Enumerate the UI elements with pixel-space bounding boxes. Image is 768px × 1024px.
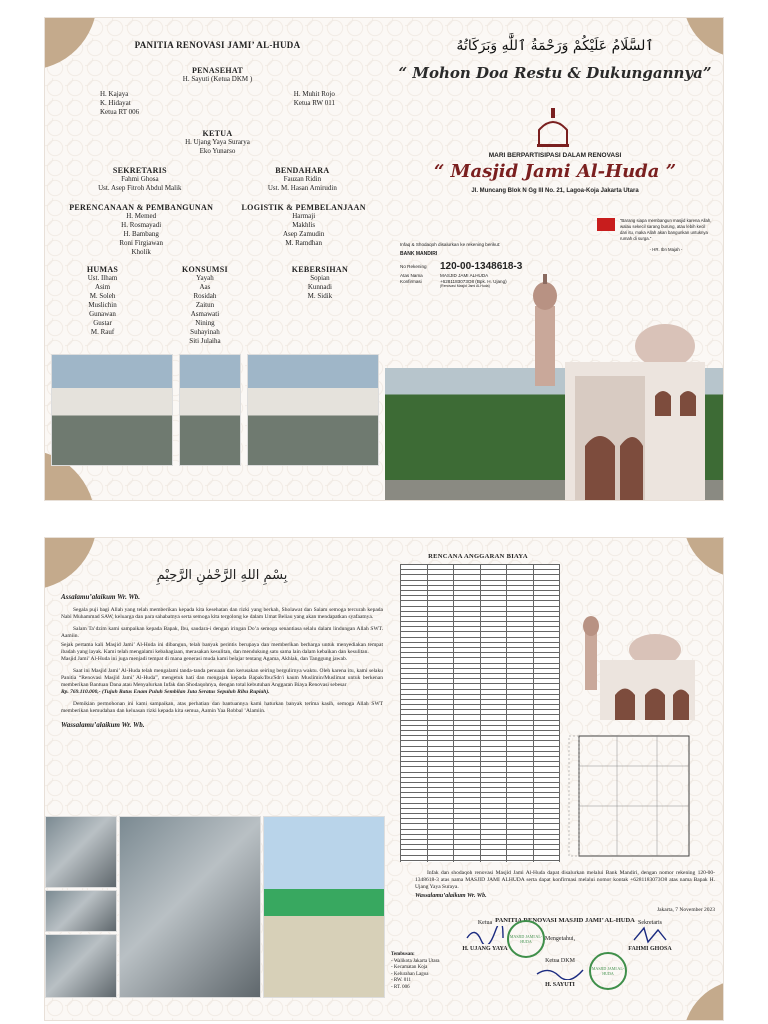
hadith-text: “Barang siapa membangun masjid karena Allah, walau sekecil sarang burung, atau lebih kecil dari itu, maka Allah akan bangunkan untuknya rumah di surga.” [620, 218, 712, 241]
member-name: Ketua RT 006 [100, 108, 140, 116]
member-name: Zaitun [195, 301, 215, 309]
dkm-stamp: MASJID JAMI AL-HUDA [589, 952, 627, 990]
penasehat-members [55, 84, 380, 117]
penasehat-right-list [294, 90, 335, 117]
tembusan-block [391, 952, 461, 991]
letter-paragraph: Salam Ta’dzim kami sampaikan kepada Bapak, Ibu, saudara-i dengan iringan Do’a semoga senantiasa selalu dalam lindungan Allah SWT. Aamiin. [61, 626, 383, 639]
ketua-signature-block [455, 920, 515, 952]
member-name: Sopian [310, 274, 330, 282]
cover-headline: “ Mohon Doa Restu & Dukungannya” [398, 64, 712, 82]
ketua-name: H. UJANG YAYA [462, 946, 508, 952]
kebersihan-group [292, 265, 348, 346]
cover-header [390, 38, 720, 82]
ketua-dkm-label: Ketua DKM [545, 958, 575, 964]
letter-paragraph: Saat ini Masjid Jami’ Al-Huda telah mengalami tanda-tanda penuaan dan kerusakan seiring bergulirnya waktu. Oleh karena itu, kami selaku Panitia “Renovasi Masjid Jami’ Al-Huda”, mengetuk hati dan mengajak kepada Bapak/Ibu/Sdr/i kaum Muslimin/Muslimat untuk berkenan memberikan Bantuan Dana atau Menyalurkan Infak dan Shodaqohnya, dengan total kebutuhan Anggaran Biaya Renovasi sebesar [61, 668, 383, 688]
member-name: Gunawan [89, 310, 116, 318]
bank-intro: Infaq & Shodaqoh disalurkan ke rekening berikut: [400, 242, 501, 247]
table-row [401, 860, 560, 862]
mosque-name: “ Masjid Jami Al-Huda ” [433, 161, 677, 182]
member-name: H. Memed [126, 212, 157, 220]
atas-nama-label: Atas Nama [400, 273, 423, 278]
member-name: Aas [199, 283, 211, 291]
damage-photo [45, 890, 117, 932]
salam: Assalamu’alaikum Wr. Wb. [61, 593, 140, 601]
committee-section [55, 40, 380, 346]
hadith-source: - HR. Ibn Majah - [649, 247, 683, 252]
damage-photo [119, 816, 261, 998]
kebersihan-label: KEBERSIHAN [291, 265, 349, 274]
tembusan-item: - RT. 006 [391, 984, 410, 990]
member-name: Muslichin [88, 301, 117, 309]
penasehat-label: PENASEHAT [191, 66, 243, 75]
konsumsi-group [182, 265, 228, 346]
hadith-quote [620, 218, 712, 253]
member-name: Harmaji [292, 212, 316, 220]
sekretaris-group [98, 166, 181, 193]
renovation-photo [247, 354, 379, 466]
member-name: M. Soleh [89, 292, 116, 300]
ketua-dkm-name: H. SAYUTI [545, 982, 575, 988]
tembusan-item: - RW. 011 [391, 978, 412, 983]
konfirmasi-label: Konfirmasi [400, 279, 422, 284]
member-name: Eko Yunarso [199, 147, 236, 155]
letter-closing: Wassalamu’alaikum Wr. Wb. [61, 721, 145, 729]
sekretaris-signature-block [615, 920, 685, 952]
member-name: Ust. Asep Fitroh Abdul Malik [98, 184, 182, 192]
renovation-photo [51, 354, 173, 466]
member-name: Ust. M. Hasan Amirudin [267, 184, 337, 192]
perencanaan-logistik-row [55, 203, 380, 257]
footer-closing: Wassalamu’alaikum Wr. Wb. [415, 893, 487, 899]
penasehat-left-list [100, 90, 139, 117]
member-name: Rosidah [193, 292, 217, 300]
signature-scribble-icon [535, 964, 585, 980]
table-cell [401, 860, 428, 862]
cover-invite-block [390, 152, 720, 194]
tembusan-item: - Kecamatan Koja [391, 965, 428, 970]
humas-group [87, 265, 118, 346]
member-name: M. Ramdhan [285, 239, 322, 247]
konfirmasi-note: (Renovasi Masjid Jami Al-Huda) [440, 284, 490, 288]
account-number: 120-00-1348618-3 [440, 261, 523, 272]
appeal-letter [61, 568, 383, 729]
mosque-address: Jl. Muncang Blok N Gg III No. 21, Lagoa-Koja Jakarta Utara [471, 188, 639, 194]
table-cell [454, 860, 481, 862]
budget-title: RENCANA ANGGARAN BIAYA [428, 553, 528, 560]
table-cell [533, 860, 560, 862]
tembusan-label: Tembusan: [391, 952, 415, 957]
member-name: Siti Julaiha [189, 337, 221, 345]
letter-paragraph: Segala puji bagi Allah yang telah memberikan kepada kita kesehatan dan rizki yang berkah, Sholawat dan Salam semoga tercurah kepada Nabi Muhammad SAW, keluarga dan para sahabatnya serta semoga kita tergolong ke dalam Umat Beliau yang akan mendapatkan syafaatnya. [61, 607, 383, 620]
member-name: H. Ujang Yaya Surarya [185, 138, 250, 146]
member-name: Kunnadi [307, 283, 332, 291]
logistik-label: LOGISTIK & PEMBELANJAAN [241, 203, 366, 212]
invite-text: MARI BERPARTISIPASI DALAM RENOVASI [488, 152, 622, 159]
member-name: M. Sidik [307, 292, 333, 300]
signature-scribble-icon [465, 926, 505, 944]
committee-title: PANITIA RENOVASI JAMI’ AL-HUDA [134, 40, 301, 50]
quote-mark-icon [597, 218, 615, 231]
basmalah: بِسْمِ اللهِ الرَّحْمٰنِ الرَّحِيْمِ [156, 568, 288, 583]
member-name: Asep Zamudin [282, 230, 325, 238]
member-name: Nining [195, 319, 215, 327]
arabic-greeting: ٱلسَّلَامُ عَلَيْكُمْ وَرَحْمَةُ ٱللَّٰهِ وَبَرَكَاتُهُ [456, 38, 654, 54]
committee-signature-title: PANITIA RENOVASI MASJID JAMI’ AL-HUDA [495, 917, 635, 924]
brochure-inner-page [45, 538, 723, 1020]
member-name: Fauzan Ridin [283, 175, 322, 183]
member-name: Asmawati [190, 310, 220, 318]
damage-photo [45, 816, 117, 888]
member-name: Suhayinah [190, 328, 220, 336]
member-name: H. Kajaya [100, 90, 129, 98]
account-holder: MASJID JAMI ALHUDA [440, 273, 489, 278]
floor-plan-drawing [567, 726, 707, 866]
bendahara-label: BENDAHARA [275, 166, 330, 175]
humas-label: HUMAS [86, 265, 119, 274]
tembusan-item: - Kelurahan Lagoa [391, 971, 429, 977]
member-name: Roni Firgiawan [119, 239, 163, 247]
member-name: Kholik [131, 248, 151, 256]
perencanaan-group [69, 203, 213, 257]
perencanaan-label: PERENCANAAN & PEMBANGUNAN [69, 203, 214, 212]
humas-konsumsi-kebersihan-row [55, 265, 380, 346]
ketua-label: KETUA [202, 129, 233, 138]
closing-section [415, 870, 715, 924]
budget-table [400, 564, 560, 862]
ketua-dkm-signature-block [525, 958, 595, 988]
tembusan-item: - Walikota Jakarta Utara [391, 958, 440, 964]
mosque-dome-photo [263, 816, 385, 998]
mengetahui-label: Mengetahui, [544, 936, 576, 942]
table-cell [427, 860, 454, 862]
sekretaris-name: FAHMI GHOSA [628, 946, 672, 952]
logistik-group [242, 203, 366, 257]
budget-grid [400, 564, 560, 862]
member-name: M. Rauf [90, 328, 115, 336]
mosque-illustration [515, 266, 705, 500]
table-cell [480, 860, 507, 862]
konsumsi-label: KONSUMSI [181, 265, 228, 274]
penasehat-main: H. Sayuti (Ketua DKM ) [182, 75, 253, 83]
sekretaris-bendahara-row [55, 166, 380, 193]
budget-amount: Rp. 769.110.000,- (Tujuh Ratus Enam Puluh Sembilan Juta Seratus Sepuluh Ribu Rupiah). [61, 689, 270, 695]
no-rek-label: No Rekening [400, 264, 427, 269]
member-name: H. Rosmayadi [121, 221, 162, 229]
member-name: H. Bambang [123, 230, 159, 238]
letter-paragraph: Demikian permohonan ini kami sampaikan, atas perhatian dan bantuannya kami haturkan banyak terima kasih, semoga Allah SWT memberikan kemudahan dan keluasan rizki kepada kita semua, Aamin Yaa Robbal ’Alamiin. [61, 701, 383, 714]
sekretaris-label: Sekretaris [638, 920, 662, 926]
transfer-note: Infak dan shodaqoh renovasi Masjid Jami Al-Huda dapat disalurkan melalui Bank Mandiri, dengan nomor rekening 120-00-1348618-3 atas nama MASJID JAMI ALHUDA serta dapat konfirmasi melalui nomor kontak +6281183073O8 atas nama Bapak H. Ujang Yaya Suraya. [415, 870, 715, 890]
renovation-photo [179, 354, 241, 466]
member-name: Makhlis [292, 221, 316, 229]
member-name: Fahmi Ghosa [121, 175, 159, 183]
member-name: H. Muhit Rojo [293, 90, 335, 98]
member-name: Yayah [196, 274, 214, 282]
letter-paragraph: Masjid Jami’ Al-Huda ini juga menjadi tempat di mana generasi muda kami belajar tentang Agama, Akhlak, dan Tanggung jawab. [61, 656, 348, 662]
bendahara-group [268, 166, 337, 193]
place-date: Jakarta, 7 November 2023 [656, 907, 715, 913]
signature-scribble-icon [630, 926, 670, 944]
member-name: Gustar [93, 319, 112, 327]
brochure-cover-page [45, 18, 723, 500]
member-name: Asim [94, 283, 111, 291]
mosque-render-illustration [575, 610, 695, 720]
sekretaris-label: SEKRETARIS [112, 166, 167, 175]
letter-paragraph: Sejak pertama kali Masjid Jami’ Al-Huda ini dibangun, telah banyak perintis berupaya dan memberikan berharga untuk menyediakan tempat ibadah yang layak. Kami telah mengalami kebahagiaan, merasakan kesulitan, dan mendukung satu sama lain dalam kebaikan dan kesulitan. [61, 642, 383, 655]
ketua-label: Ketua [477, 920, 493, 926]
damage-photo [45, 934, 117, 998]
member-name: K. Hidayat [100, 99, 131, 107]
member-name: Ketua RW 011 [293, 99, 335, 107]
konfirmasi-contact: +6281183073O8 (Bpk. H. Ujang) [440, 279, 507, 284]
table-cell [507, 860, 534, 862]
member-name: Ust. Ilham [87, 274, 118, 282]
bank-name: BANK MANDIRI [400, 251, 438, 257]
committee-stamp: MASJID JAMI AL-HUDA [507, 920, 545, 958]
mosque-logo-icon [535, 108, 571, 148]
budget-section [403, 552, 553, 561]
